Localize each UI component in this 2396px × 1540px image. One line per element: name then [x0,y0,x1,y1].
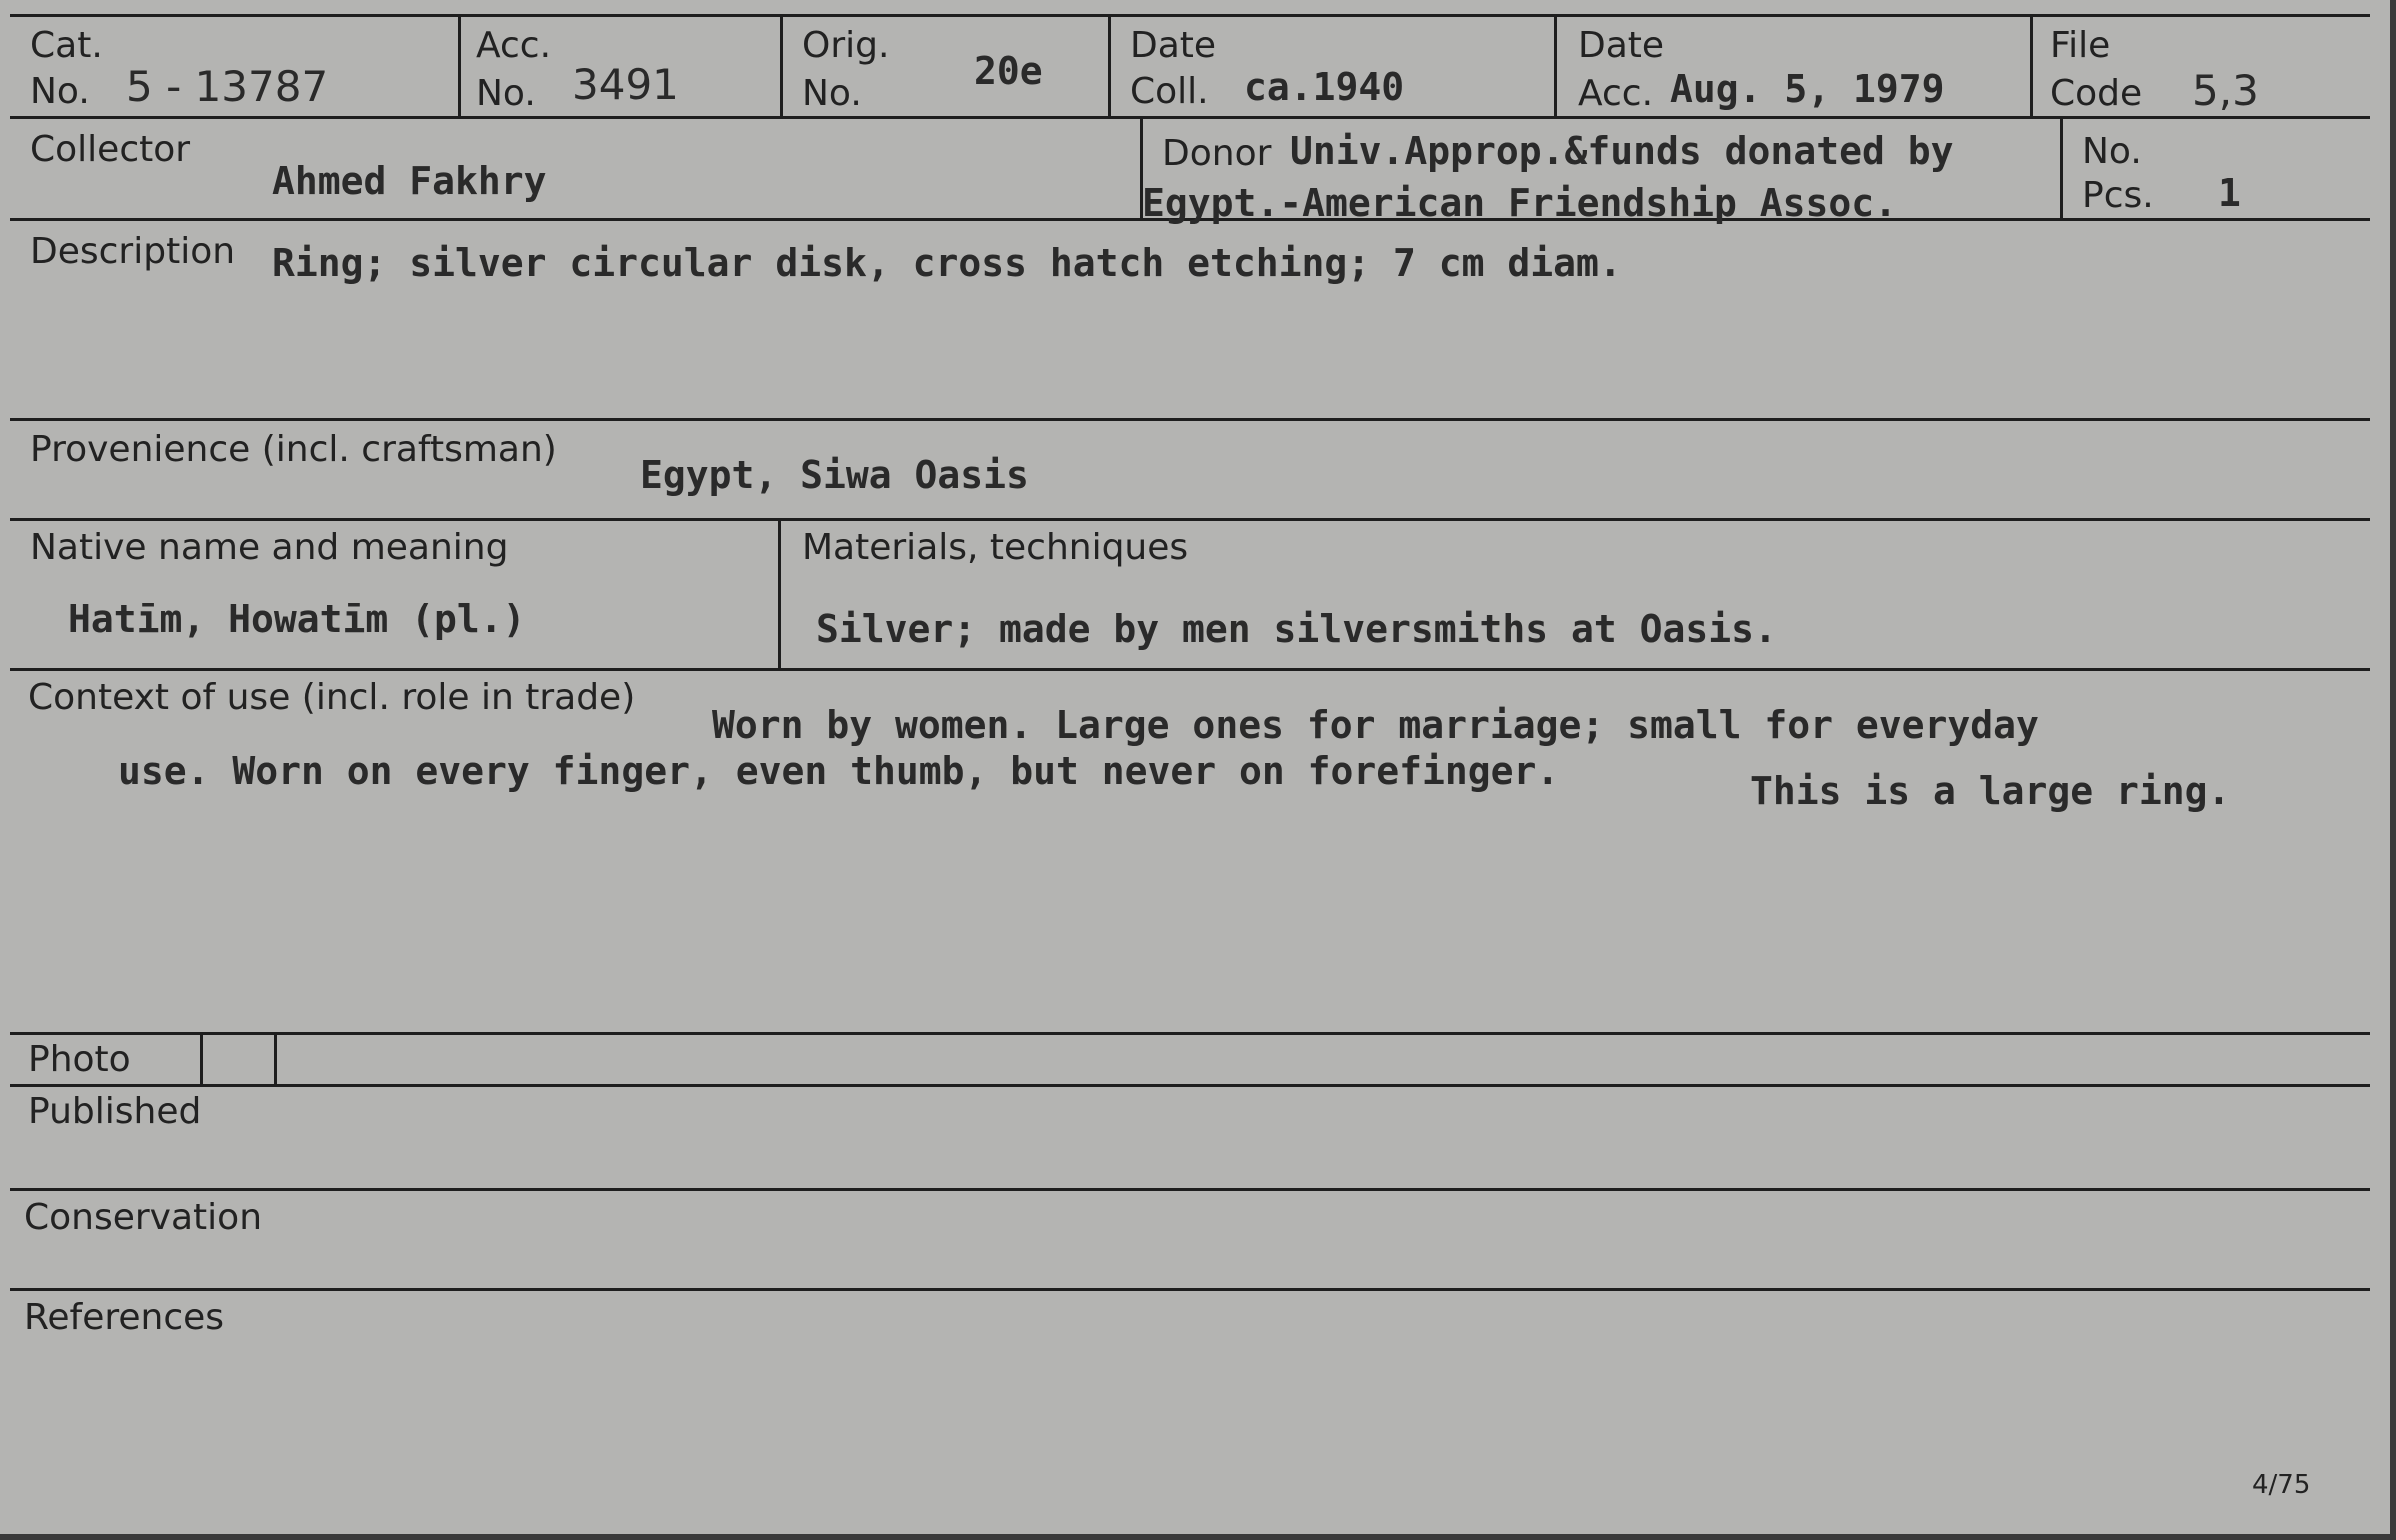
native-name-value: Hatīm, Howatīm (pl.) [68,597,526,641]
date-coll-sub-label: Coll. [1130,71,1209,112]
date-acc-sub-label: Acc. [1578,73,1654,114]
published-label: Published [28,1091,202,1132]
rule-top [10,14,2370,17]
rule-photo-top [10,1032,2370,1035]
cat-label: Cat. [30,25,103,66]
provenience-value: Egypt, Siwa Oasis [640,453,1029,497]
rule-conservation-bottom [10,1288,2370,1291]
rule-photo-bottom [10,1084,2370,1087]
date-collected: ca.1940 [1244,65,1405,109]
rule-native-bottom [10,668,2370,671]
date-acc-label: Date [1578,25,1665,66]
rule-description-bottom [10,418,2370,421]
acc-number: 3491 [572,60,679,109]
provenience-label: Provenience (incl. craftsman) [30,429,557,470]
materials-label: Materials, techniques [802,527,1189,568]
form-code: 4/75 [2252,1470,2311,1500]
description-label: Description [30,231,236,272]
rule-provenience-bottom [10,518,2370,521]
conservation-label: Conservation [24,1197,263,1238]
orig-label: Orig. [802,25,890,66]
orig-number: 20e [974,49,1043,93]
file-code-label: Code [2050,73,2143,114]
rule-v-orig [1108,14,1111,116]
acc-no-label: No. [476,73,536,114]
rule-v-photo-1 [200,1032,203,1086]
rule-published-bottom [10,1188,2370,1191]
context-line-1: Worn by women. Large ones for marriage; small for everyday [712,703,2039,747]
description-value: Ring; silver circular disk, cross hatch etching; 7 cm diam. [272,241,1622,285]
acc-label: Acc. [476,25,552,66]
date-coll-label: Date [1130,25,1217,66]
collector-value: Ahmed Fakhry [272,159,547,203]
donor-line-2: Egypt.-American Friendship Assoc. [1142,181,1897,225]
pieces-pcs-label: Pcs. [2082,175,2154,216]
file-label: File [2050,25,2111,66]
rule-v-dateacc [2030,14,2033,116]
rule-v-materials [778,518,781,670]
context-label: Context of use (incl. role in trade) [28,677,636,718]
rule-v-datecoll [1554,14,1557,116]
cat-no-label: No. [30,71,90,112]
rule-v-pieces [2060,116,2063,220]
file-code: 5,3 [2192,66,2259,115]
donor-label: Donor [1162,133,1272,174]
date-accessioned: Aug. 5, 1979 [1670,67,1945,111]
orig-no-label: No. [802,73,862,114]
context-line-2: use. Worn on every finger, even thumb, but never on forefinger. [118,749,1560,793]
context-line-2b: This is a large ring. [1750,769,2231,813]
pieces-value: 1 [2218,171,2241,215]
materials-value: Silver; made by men silversmiths at Oasis. [816,607,1777,651]
donor-line-1: Univ.Approp.&funds donated by [1290,129,1954,173]
references-label: References [24,1297,225,1338]
photo-label: Photo [28,1039,131,1080]
rule-v-photo-2 [274,1032,277,1086]
rule-row1-bottom [10,116,2370,119]
native-name-label: Native name and meaning [30,527,509,568]
rule-v-acc [780,14,783,116]
cat-number: 5 - 13787 [126,62,329,111]
rule-v-cat [458,14,461,116]
pieces-no-label: No. [2082,131,2142,172]
collector-label: Collector [30,129,191,170]
